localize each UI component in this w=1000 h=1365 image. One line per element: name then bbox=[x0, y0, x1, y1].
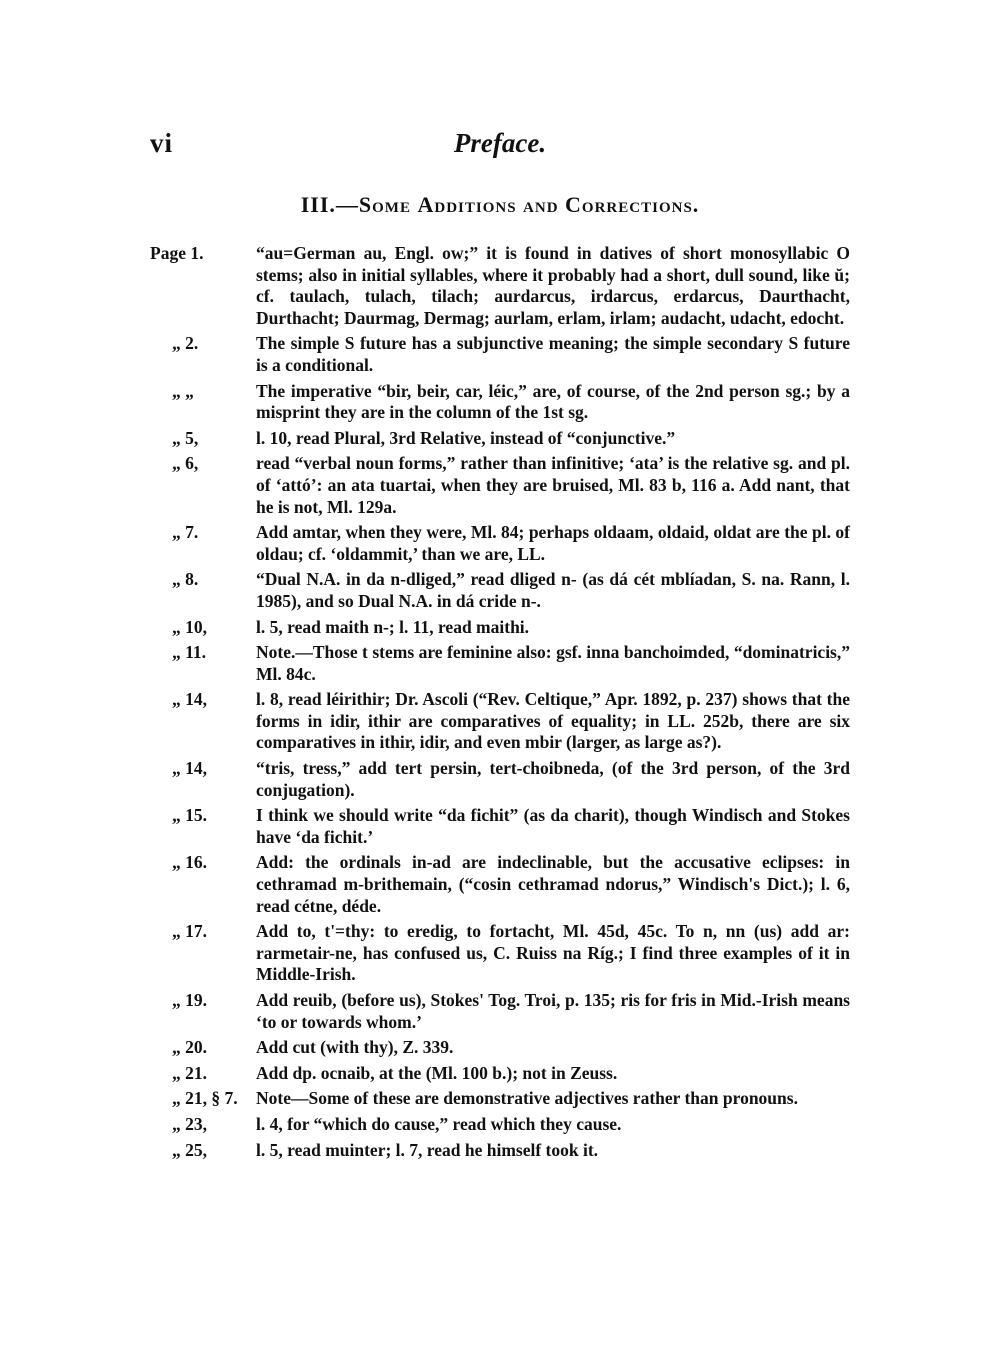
page-reference: „ 10, bbox=[172, 616, 207, 637]
page-reference: „ 20. bbox=[172, 1037, 207, 1058]
correction-text: I think we should write “da fichit” (as da charit), though Windisch and Stokes have ‘da fichit.’ bbox=[256, 805, 850, 847]
page-reference: „ 14, bbox=[172, 689, 207, 710]
page-reference: „ 2. bbox=[172, 333, 199, 354]
correction-text: Add reuib, (before us), Stokes' Tog. Troi, p. 135; ris for fris in Mid.-Irish means ‘to or towards whom.’ bbox=[256, 990, 850, 1032]
correction-entry bbox=[150, 990, 850, 1033]
correction-entry bbox=[150, 1140, 850, 1162]
correction-text: l. 8, read léirithir; Dr. Ascoli (“Rev. Celtique,” Apr. 1892, p. 237) shows that the forms in idir, ithir are comparatives of equality; in LL. 252b, there are six comparatives in ithir, idir, and even mbir (larger, as large as?). bbox=[256, 689, 850, 753]
page-reference: „ 7. bbox=[172, 522, 199, 543]
correction-text: Add: the ordinals in-ad are indeclinable, but the accusative eclipses: in cethramad m-brithemain, (“cosin cethramad ndorus,” Windisch's Dict.); l. 6, read cétne, déde. bbox=[256, 852, 850, 916]
section-number: III.— bbox=[300, 192, 359, 217]
correction-entry bbox=[150, 453, 850, 518]
correction-entry bbox=[150, 921, 850, 986]
page-reference: „ 23, bbox=[172, 1113, 207, 1134]
correction-text: l. 5, read maith n-; l. 11, read maithi. bbox=[256, 616, 530, 637]
page-reference: „ „ bbox=[172, 380, 194, 401]
correction-entry bbox=[150, 617, 850, 639]
correction-entry bbox=[150, 1037, 850, 1059]
correction-entry bbox=[150, 428, 850, 450]
section-title bbox=[0, 192, 1000, 218]
correction-entry bbox=[150, 1063, 850, 1085]
page-reference: „ 15. bbox=[172, 805, 207, 826]
page-reference: „ 17. bbox=[172, 921, 207, 942]
correction-text: Add dp. ocnaib, at the (Ml. 100 b.); not in Zeuss. bbox=[256, 1062, 618, 1083]
correction-text: l. 10, read Plural, 3rd Relative, instead of “conjunctive.” bbox=[256, 427, 676, 448]
correction-text: Note—Some of these are demonstrative adjectives rather than pronouns. bbox=[256, 1088, 798, 1109]
page-reference: „ 11. bbox=[172, 642, 207, 663]
page-number: vi bbox=[150, 128, 174, 158]
corrections-list bbox=[150, 243, 850, 1165]
correction-text: The imperative “bir, beir, car, léic,” are, of course, of the 2nd person sg.; by a misprint they are in the column of the 1st sg. bbox=[256, 380, 850, 423]
page-reference: „ 21, § 7. bbox=[172, 1088, 238, 1109]
correction-text: l. 5, read muinter; l. 7, read he himself took it. bbox=[256, 1139, 599, 1160]
correction-text: “Dual N.A. in da n-dliged,” read dliged n- (as dá cét mblíadan, S. na. Rann, l. 1985), and so Dual N.A. in dá cride n-. bbox=[256, 569, 850, 611]
correction-entry bbox=[150, 381, 850, 424]
correction-entry bbox=[150, 243, 850, 329]
correction-entry bbox=[150, 852, 850, 917]
correction-text: Note.—Those t stems are feminine also: gsf. inna banchoimded, “dominatricis,” Ml. 84c. bbox=[256, 642, 850, 684]
correction-entry bbox=[150, 758, 850, 801]
correction-entry bbox=[150, 805, 850, 848]
page-reference: „ 25, bbox=[172, 1139, 207, 1160]
section-title-word: Some bbox=[358, 192, 411, 217]
correction-text: Add amtar, when they were, Ml. 84; perhaps oldaam, oldaid, oldat are the pl. of oldau; cf. ‘oldammit,’ than we are, LL. bbox=[256, 522, 850, 564]
page-reference: „ 16. bbox=[172, 852, 207, 873]
page-reference: „ 8. bbox=[172, 569, 199, 590]
correction-text: Add to, t'=thy: to eredig, to fortacht, Ml. 45d, 45c. To n, nn (us) add ar: rarmetair-ne, has confused us, C. Ruiss na Ríg.; I find three examples of it in Middle-Irish. bbox=[256, 921, 850, 985]
correction-text: The simple S future has a subjunctive meaning; the simple secondary S future is a conditional. bbox=[256, 333, 850, 375]
correction-entry bbox=[150, 522, 850, 565]
page-reference: „ 19. bbox=[172, 990, 207, 1010]
correction-text: read “verbal noun forms,” rather than infinitive; ‘ata’ is the relative sg. and pl. of ‘attó’: an ata tuartai, when they are bruised, Ml. 83 b, 116 a. Add nant, that he is not, Ml. 129a. bbox=[256, 453, 850, 517]
page-reference: Page 1. bbox=[150, 243, 204, 263]
correction-text: Add cut (with thy), Z. 339. bbox=[256, 1037, 454, 1058]
page-reference: „ 21. bbox=[172, 1062, 207, 1083]
correction-entry bbox=[150, 569, 850, 612]
correction-text: “au=German au, Engl. ow;” it is found in datives of short monosyllabic O stems; also in initial syllables, where it probably had a short, dull sound, like ŭ; cf. taulach, tulach, tilach; aurdarcus, irdarcus, erdarcus, Daurthacht, Durthacht; Daurmag, Dermag; aurlam, erlam, irlam; audacht, udacht, edocht. bbox=[256, 243, 850, 328]
section-title-word: and bbox=[523, 192, 559, 217]
correction-entry bbox=[150, 689, 850, 754]
correction-text: “tris, tress,” add tert persin, tert-choibneda, (of the 3rd person, of the 3rd conjugation). bbox=[256, 758, 850, 800]
page-reference: „ 6, bbox=[172, 453, 199, 474]
correction-entry bbox=[150, 1088, 850, 1110]
correction-entry bbox=[150, 642, 850, 685]
running-head: Preface. bbox=[453, 128, 547, 158]
page-reference: „ 5, bbox=[172, 427, 199, 448]
correction-text: l. 4, for “which do cause,” read which they cause. bbox=[256, 1113, 622, 1134]
section-title-word: Additions bbox=[417, 192, 517, 217]
correction-entry bbox=[150, 1114, 850, 1136]
correction-entry bbox=[150, 333, 850, 376]
page-reference: „ 14, bbox=[172, 758, 207, 779]
section-title-word: Corrections. bbox=[565, 192, 700, 217]
